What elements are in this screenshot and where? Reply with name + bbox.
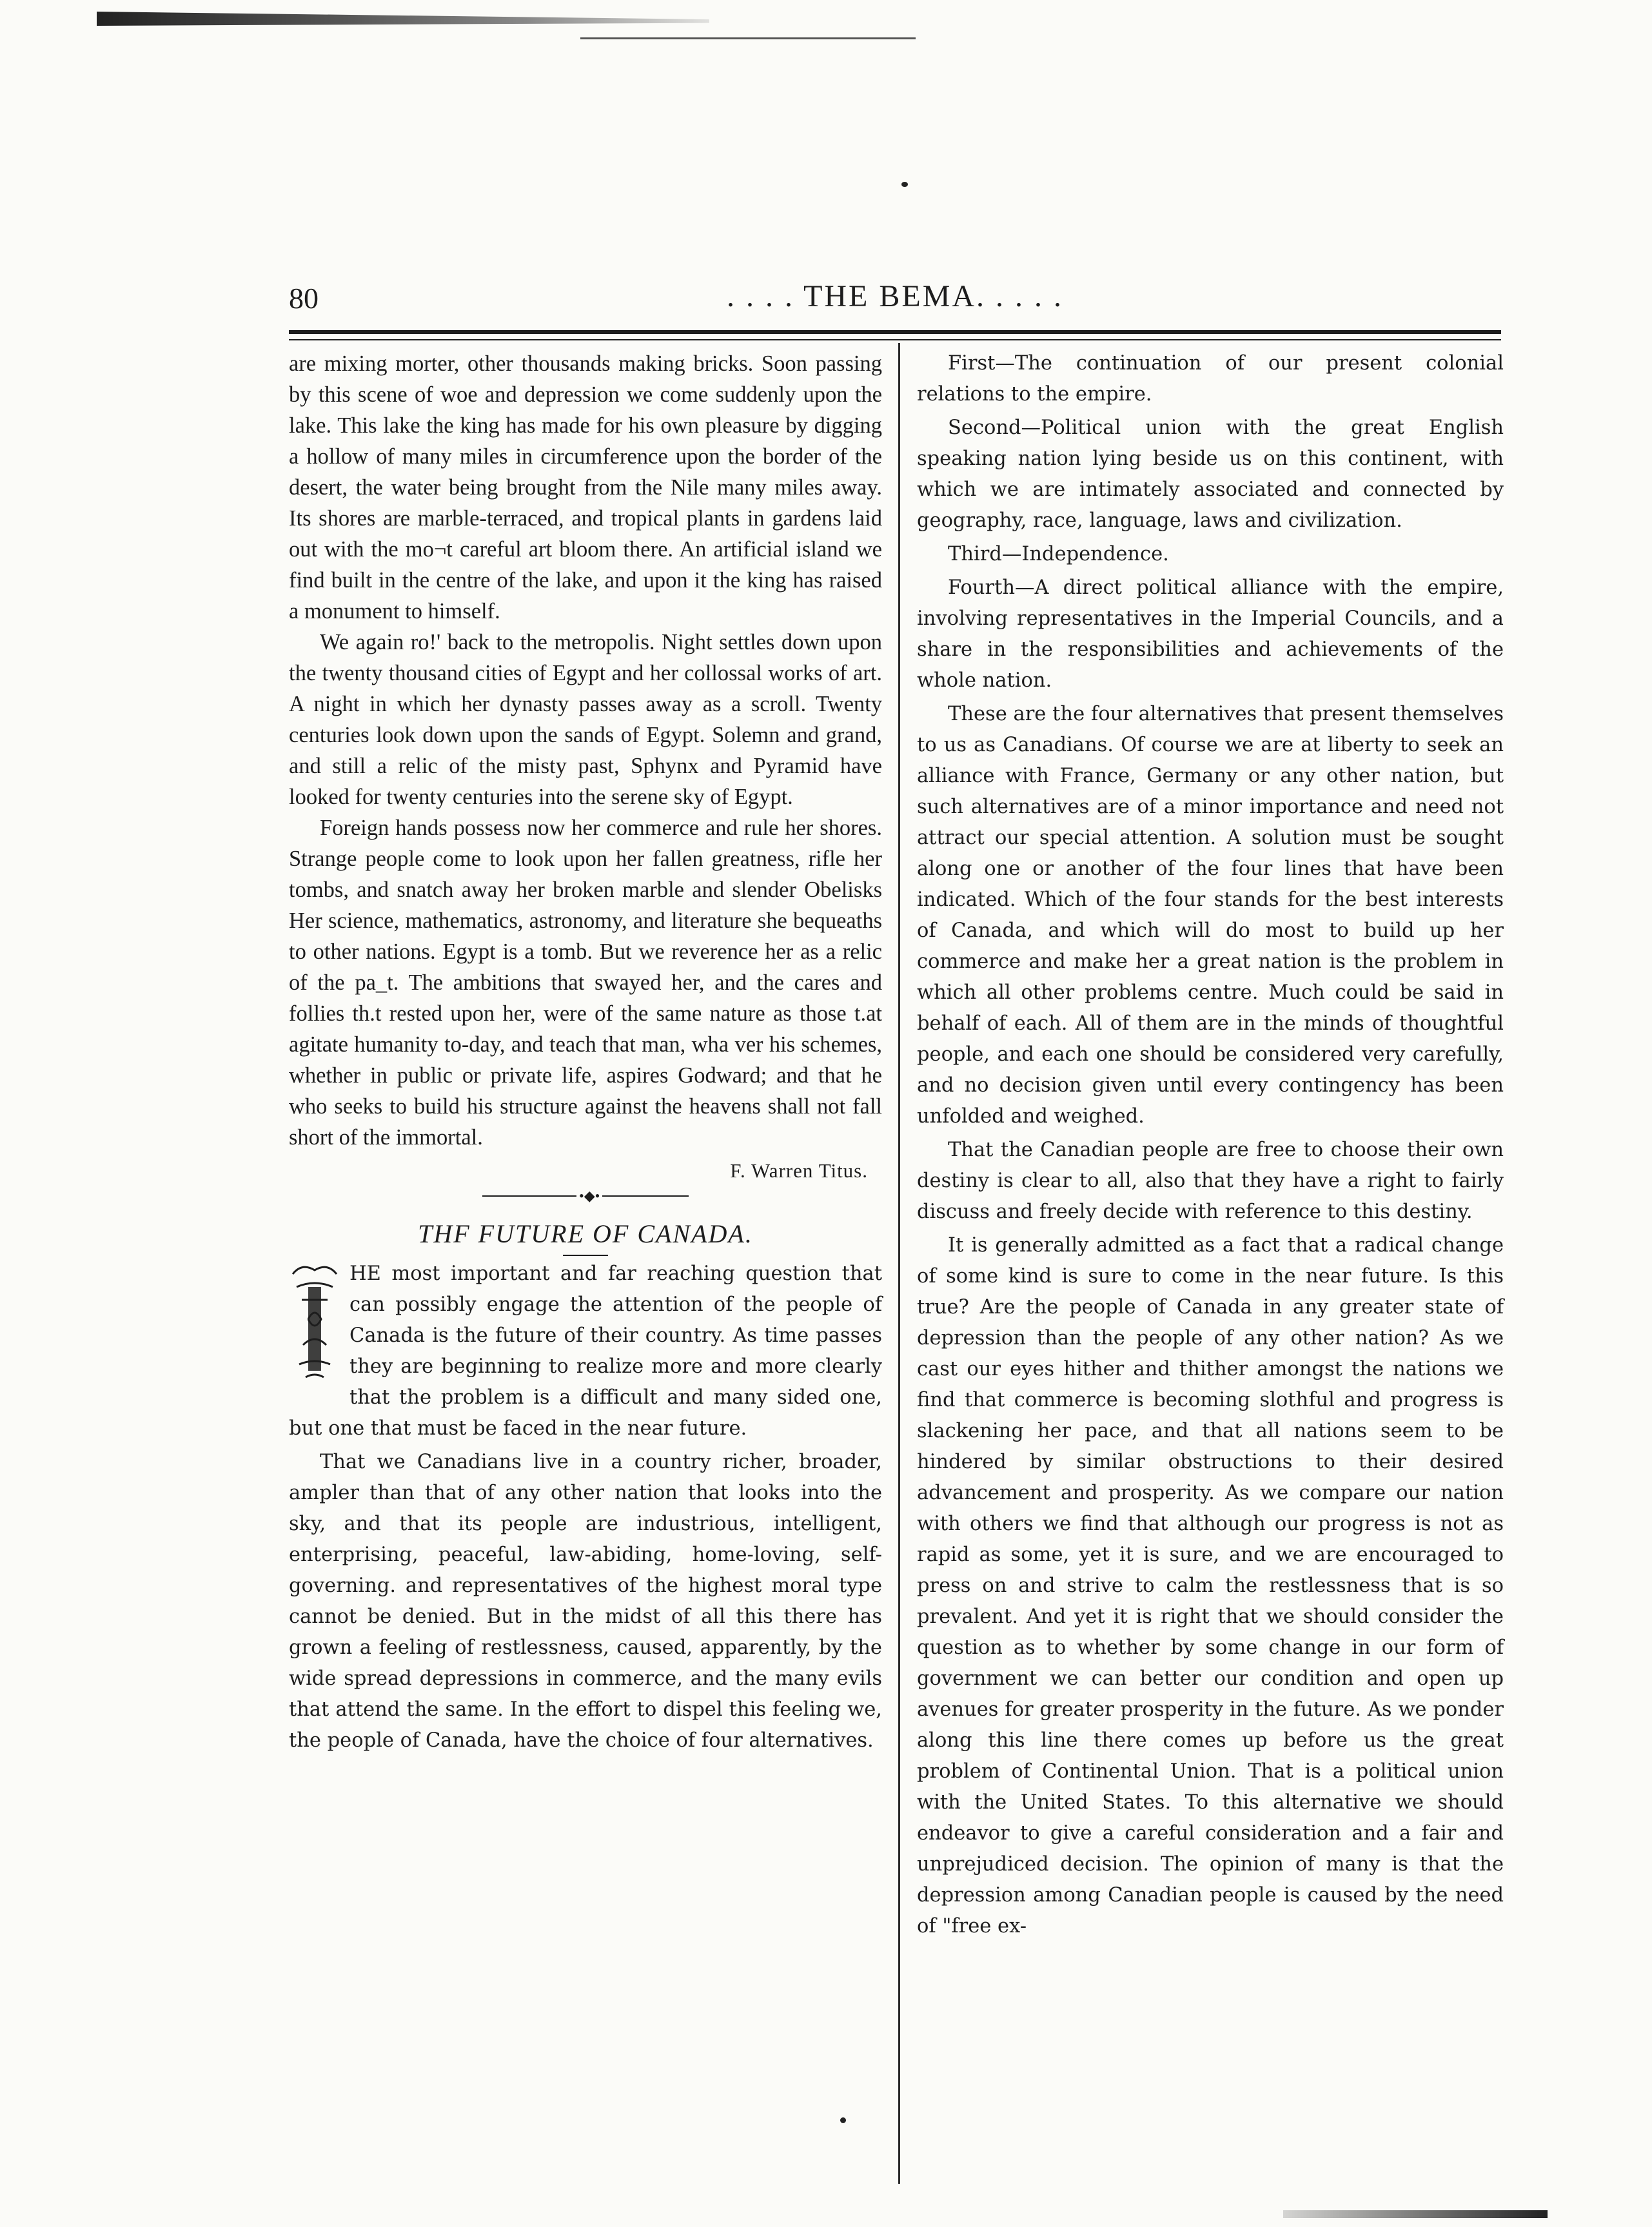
paragraph: Fourth—A direct political alliance with the empire, involving representatives in the Imperial Councils, and a share in the responsibilities and achievements of the whole nation. [917, 576, 1504, 692]
author-signature: F. Warren Titus. [730, 1159, 868, 1182]
paragraph: We again ro!' back to the metropolis. Night settles down upon the twenty thousand cities of Egypt and her collossal works of art. A night in which her dynasty passes away as a scroll. Twenty centuries look down upon the sands of Egypt. Solemn and grand, and still a relic of the misty past, Sphynx and Pyramid have looked for twenty centuries into the serene sky of Egypt. [289, 630, 882, 809]
section-divider [289, 1186, 882, 1206]
column-divider [898, 343, 900, 2184]
drop-cap [289, 1261, 340, 1384]
right-column [917, 348, 1504, 1942]
scan-artifact-top [97, 12, 709, 26]
article-title: THF FUTURE OF CANADA. [418, 1219, 753, 1248]
ornament-icon: •◆• [576, 1189, 602, 1203]
page-number: 80 [289, 282, 319, 315]
paragraph: Second—Political union with the great English speaking nation lying beside us on this continent, with which we are intimately associated and connected by geography, race, language, laws and civilization. [917, 417, 1504, 532]
paragraph: are mixing morter, other thousands making bricks. Soon passing by this scene of woe and depression we come suddenly upon the lake. This lake the king has made for his own pleasure by digging a hollow of many miles in circumference upon the border of the desert, the water being brought from the Nile many miles away. Its shores are marble-terraced, and tropical plants in gardens laid out with the mo¬t careful art bloom there. An artificial island we find built in the centre of the lake, and upon it the king has raised a monument to himself. [289, 351, 882, 623]
paragraph: These are the four alternatives that present themselves to us as Canadians. Of course we are at liberty to seek an alliance with France, Germany or any other nation, but such alternatives are of a minor importance and need not attract our special attention. A solution must be sought along one or another of the four lines that have been indicated. Which of the four stands for the best interests of Canada, and which will do most to build up her commerce and make her a great nation is the problem in which all other problems centre. Much could be said in behalf of each. All of them are in the minds of thoughtful people, and each one should be considered very carefully, and no decision given until every contingency has been unfolded and weighed. [917, 703, 1504, 1128]
header-rule-thin [289, 339, 1501, 340]
page-header [289, 279, 1501, 324]
running-title: . . . . THE BEMA. . . . . [726, 279, 1064, 313]
title-rule [563, 1255, 608, 1256]
paragraph: Third—Independence. [948, 543, 1169, 565]
paragraph: HE most important and far reaching question that can possibly engage the attention of the people of Canada is the future of their country. As time passes they are beginning to realize more and more clearly that the problem is a difficult and many sided one, but one that must be faced in the near future. [289, 1262, 882, 1440]
scan-artifact-bottom [1283, 2210, 1548, 2218]
scan-speck [840, 2117, 846, 2123]
paragraph: That we Canadians live in a country richer, broader, ampler than that of any other nation that looks into the sky, and that its people are industrious, intelligent, enterprising, peaceful, law-abiding, home-loving, self-governing. and representatives of the highest moral type cannot be denied. But in the midst of all this there has grown a feeling of restlessness, caused, apparently, by the wide spread depressions in commerce, and the many evils that attend the same. In the effort to dispel this feeling we, the people of Canada, have the choice of four alternatives. [289, 1451, 882, 1752]
paragraph: That the Canadian people are free to choose their own destiny is clear to all, also that they have a right to fairly discuss and freely decide with reference to this destiny. [917, 1139, 1504, 1223]
paragraph: First—The continuation of our present colonial relations to the empire. [917, 352, 1504, 406]
paragraph: It is generally admitted as a fact that a radical change of some kind is sure to come in the near future. Is this true? Are the people of Canada in any greater state of depression than the people of any other nation? As we cast our eyes hither and thither amongst the nations we find that commerce is becoming slothful and progress is slackening her pace, and that all nations seem to be hindered by similar obstructions to their desired advancement and prosperity. As we compare our nation with others we find that although our progress is not as rapid as some, yet it is sure, and we are encouraged to press on and strive to calm the restlessness that is so prevalent. And yet it is right that we should consider the question as to whether by some change in our form of government we can better our condition and open up avenues for greater prosperity in the future. As we ponder along this line there comes up before us the great problem of Continental Union. That is a political union with the United States. To this alternative we should endeavor to give a careful consideration and a fair and unprejudiced decision. The opinion of many is that the depression among Canadian people is caused by the need of "free ex- [917, 1234, 1504, 1938]
paragraph: Foreign hands possess now her commerce and rule her shores. Strange people come to look upon her fallen greatness, rifle her tombs, and snatch away her broken marble and slender Obelisks Her science, mathematics, astronomy, and literature she bequeaths to other nations. Egypt is a tomb. But we reverence her as a relic of the pa_t. The ambitions that swayed her, and the cares and follies th.t rested upon her, were of the same nature as those t.at agitate humanity to-day, and teach that man, wha ver his schemes, whether in public or private life, aspires Godward; and that he who seeks to build his structure against the heavens shall not fall short of the immortal. [289, 816, 882, 1150]
header-rule [289, 330, 1501, 334]
scan-artifact-line [580, 37, 916, 39]
left-column [289, 348, 882, 1756]
scan-speck [901, 182, 908, 187]
